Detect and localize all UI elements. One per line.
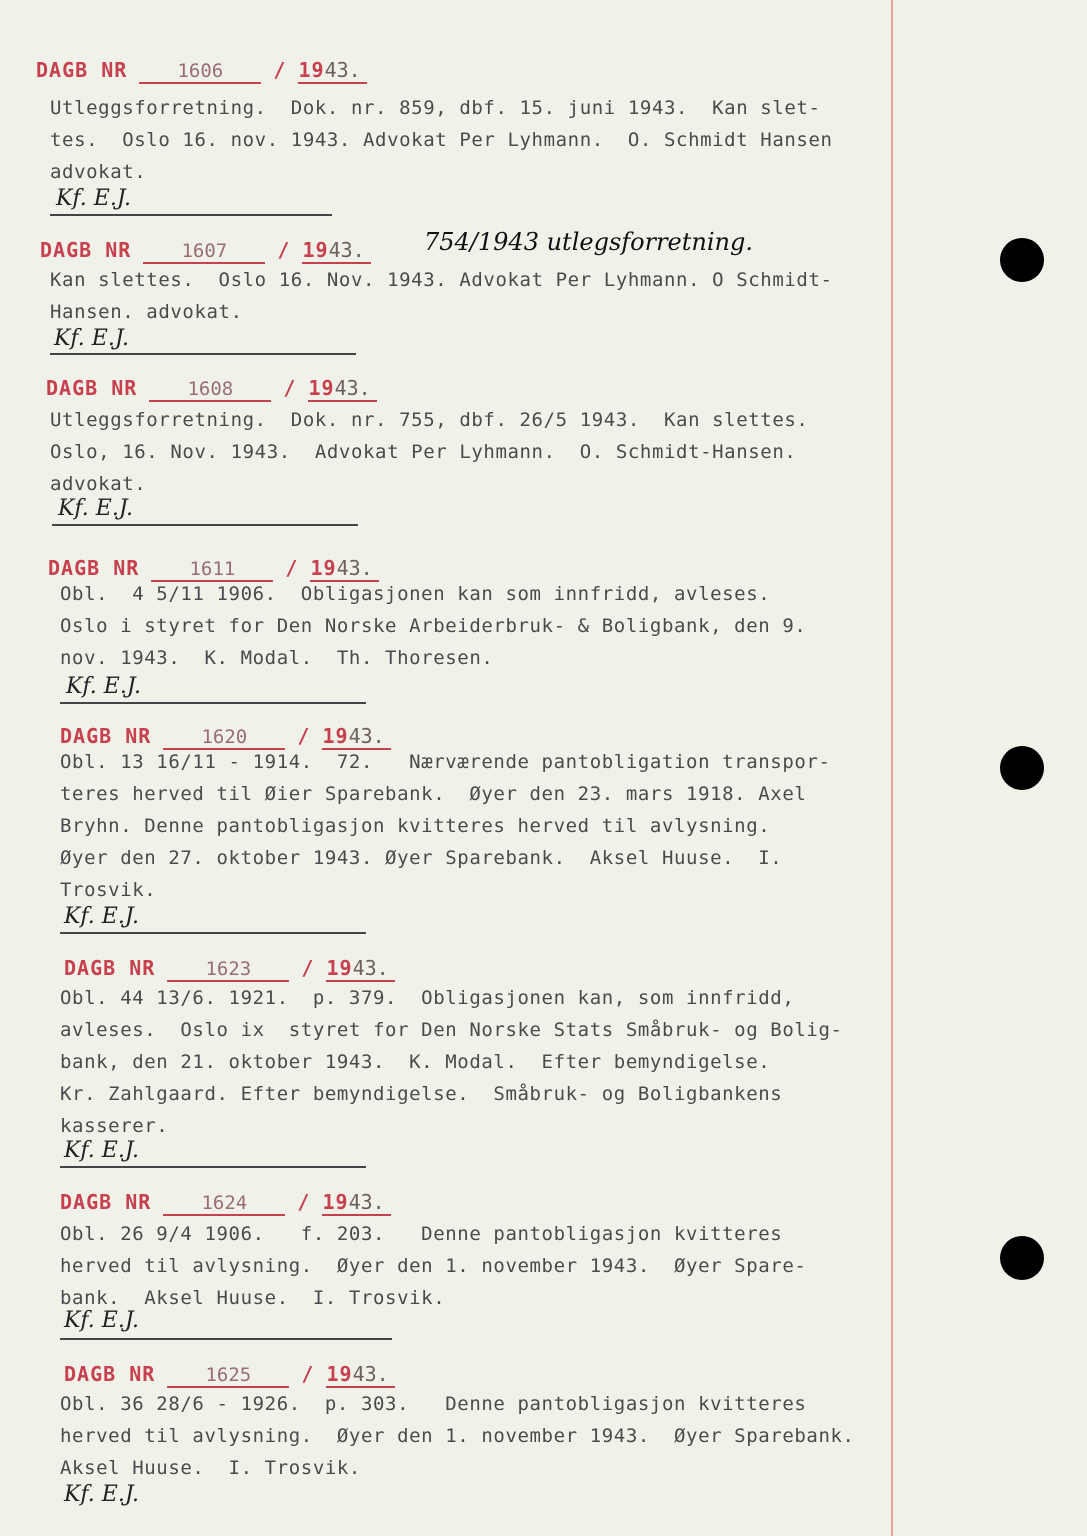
text-line: Obl. 4 5/11 1906. Obligasjonen kan som innfridd, avleses.	[60, 583, 771, 605]
year-prefix: 19	[322, 1190, 349, 1214]
entry-text	[50, 92, 833, 188]
entry-header	[40, 238, 371, 264]
entry-divider	[60, 702, 366, 704]
text-line: Øyer den 27. oktober 1943. Øyer Sparebank. Aksel Huuse. I.	[60, 847, 783, 869]
signature: Kf. E.J.	[64, 1482, 139, 1507]
text-line: nov. 1943. K. Modal. Th. Thoresen.	[60, 647, 494, 669]
text-line: Bryhn. Denne pantobligasjon kvitteres herved til avlysning.	[60, 815, 771, 837]
text-line: Obl. 44 13/6. 1921. p. 379. Obligasjonen kan, som innfridd,	[60, 987, 795, 1009]
text-line: Kan slettes. Oslo 16. Nov. 1943. Advokat Per Lyhmann. O Schmidt-	[50, 269, 833, 291]
text-line: Obl. 13 16/11 - 1914. 72. Nærværende pantobligation transpor-	[60, 751, 831, 773]
text-line: Oslo, 16. Nov. 1943. Advokat Per Lyhmann. O. Schmidt-Hansen.	[50, 441, 797, 463]
dagb-label: DAGB NR	[60, 724, 152, 748]
year-prefix: 19	[310, 556, 337, 580]
dagb-label: DAGB NR	[46, 376, 138, 400]
text-line: avleses. Oslo ix styret for Den Norske Stats Småbruk- og Bolig-	[60, 1019, 843, 1041]
text-line: advokat.	[50, 473, 147, 495]
text-line: bank. Aksel Huuse. I. Trosvik.	[60, 1287, 446, 1309]
entry-divider	[60, 932, 366, 934]
entry-number: 1624	[201, 1192, 248, 1214]
signature: Kf. E.J.	[58, 496, 133, 521]
text-line: Obl. 36 28/6 - 1926. p. 303. Denne pantobligasjon kvitteres	[60, 1393, 807, 1415]
text-line: Kr. Zahlgaard. Efter bemyndigelse. Småbruk- og Boligbankens	[60, 1083, 783, 1105]
entry-text	[50, 404, 808, 500]
entry-header	[64, 1362, 395, 1388]
entry-number: 1608	[187, 378, 234, 400]
dagb-label: DAGB NR	[64, 1362, 156, 1386]
entry-number: 1625	[205, 1364, 252, 1386]
slash: /	[297, 1190, 311, 1214]
entry-text	[60, 982, 843, 1142]
entry-number: 1623	[205, 958, 252, 980]
entry-header	[36, 58, 367, 84]
entry-divider	[60, 1166, 366, 1168]
signature: Kf. E.J.	[66, 674, 141, 699]
year-prefix: 19	[298, 58, 325, 82]
slash: /	[283, 376, 297, 400]
signature: Kf. E.J.	[56, 186, 131, 211]
dagb-label: DAGB NR	[64, 956, 156, 980]
dagb-label: DAGB NR	[40, 238, 132, 262]
slash: /	[301, 1362, 315, 1386]
text-line: tes. Oslo 16. nov. 1943. Advokat Per Lyhmann. O. Schmidt Hansen	[50, 129, 833, 151]
slash: /	[273, 58, 287, 82]
entry-text	[60, 578, 806, 674]
entry-number: 1606	[177, 60, 224, 82]
entry-text	[50, 264, 833, 328]
entry-text	[60, 1218, 806, 1314]
text-line: advokat.	[50, 161, 147, 183]
text-line: teres herved til Øier Sparebank. Øyer den 23. mars 1918. Axel	[60, 783, 807, 805]
year-value: 43.	[336, 556, 373, 580]
signature: Kf. E.J.	[54, 326, 129, 351]
year-prefix: 19	[302, 238, 329, 262]
dagb-label: DAGB NR	[60, 1190, 152, 1214]
year-value: 43.	[334, 376, 371, 400]
year-prefix: 19	[322, 724, 349, 748]
year-value: 43.	[348, 1190, 385, 1214]
text-line: herved til avlysning. Øyer den 1. november 1943. Øyer Sparebank.	[60, 1425, 855, 1447]
year-prefix: 19	[326, 1362, 353, 1386]
punch-hole	[1000, 746, 1044, 790]
handwritten-note: 754/1943 utlegsforretning.	[424, 228, 753, 256]
entry-text	[60, 1388, 855, 1484]
text-line: bank, den 21. oktober 1943. K. Modal. Efter bemyndigelse.	[60, 1051, 771, 1073]
entry-header	[60, 1190, 391, 1216]
signature: Kf. E.J.	[64, 1308, 139, 1333]
text-line: Utleggsforretning. Dok. nr. 755, dbf. 26/5 1943. Kan slettes.	[50, 409, 809, 431]
entry-number: 1620	[201, 726, 248, 748]
year-value: 43.	[348, 724, 385, 748]
text-line: Hansen. advokat.	[50, 301, 243, 323]
text-line: Aksel Huuse. I. Trosvik.	[60, 1457, 361, 1479]
punch-hole	[1000, 1236, 1044, 1280]
year-value: 43.	[324, 58, 361, 82]
entry-divider	[52, 524, 358, 526]
signature: Kf. E.J.	[64, 1138, 139, 1163]
year-value: 43.	[352, 1362, 389, 1386]
text-line: kasserer.	[60, 1115, 169, 1137]
text-line: herved til avlysning. Øyer den 1. november 1943. Øyer Spare-	[60, 1255, 807, 1277]
year-value: 43.	[328, 238, 365, 262]
text-line: Oslo i styret for Den Norske Arbeiderbruk- & Boligbank, den 9.	[60, 615, 807, 637]
entry-text	[60, 746, 831, 906]
entry-header	[64, 956, 395, 982]
margin-rule	[891, 0, 893, 1536]
year-prefix: 19	[326, 956, 353, 980]
dagb-label: DAGB NR	[48, 556, 140, 580]
slash: /	[301, 956, 315, 980]
entry-divider	[60, 1338, 392, 1340]
year-value: 43.	[352, 956, 389, 980]
slash: /	[297, 724, 311, 748]
punch-hole	[1000, 238, 1044, 282]
entry-number: 1611	[189, 558, 236, 580]
dagb-label: DAGB NR	[36, 58, 128, 82]
slash: /	[285, 556, 299, 580]
signature: Kf. E.J.	[64, 904, 139, 929]
text-line: Obl. 26 9/4 1906. f. 203. Denne pantobligasjon kvitteres	[60, 1223, 783, 1245]
year-prefix: 19	[308, 376, 335, 400]
text-line: Trosvik.	[60, 879, 157, 901]
slash: /	[277, 238, 291, 262]
entry-header	[46, 376, 377, 402]
text-line: Utleggsforretning. Dok. nr. 859, dbf. 15. juni 1943. Kan slet-	[50, 97, 821, 119]
entry-divider	[50, 353, 356, 355]
entry-divider	[50, 214, 332, 216]
entry-number: 1607	[181, 240, 228, 262]
